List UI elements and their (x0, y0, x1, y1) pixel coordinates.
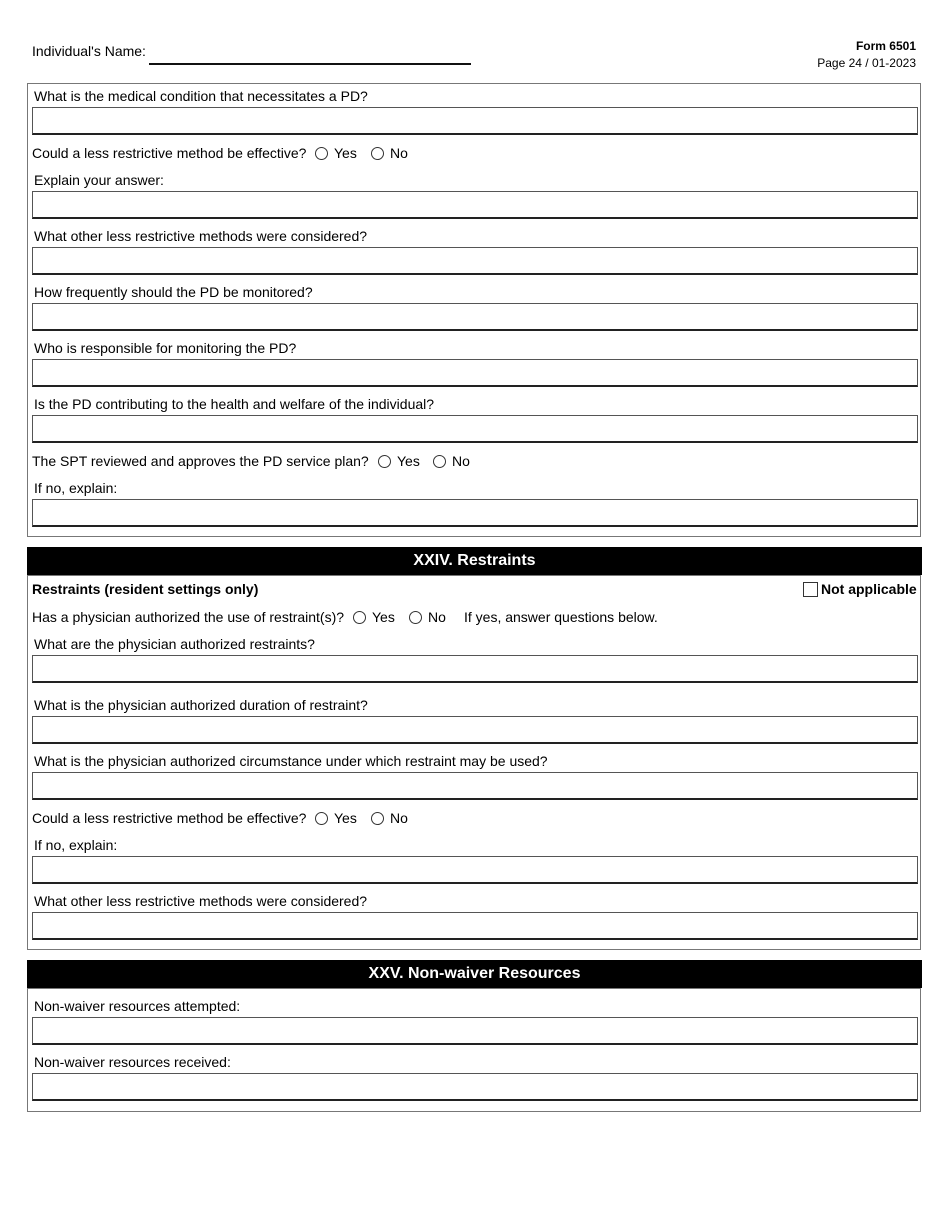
nonwaiver-received-label: Non-waiver resources received: (34, 1054, 231, 1070)
nonwaiver-received-field[interactable] (32, 1073, 918, 1101)
spt-if-no-field[interactable] (32, 499, 918, 527)
less-restrictive-no-label: No (390, 145, 408, 161)
restraints-section-title: XXIV. Restraints (27, 547, 922, 575)
less-restrictive-question: Could a less restrictive method be effective? (32, 145, 307, 161)
restraints-less-restrictive-no-label: No (390, 810, 408, 826)
restraint-circumstance-question: What is the physician authorized circumstance under which restraint may be used? (34, 753, 548, 769)
other-methods-question: What other less restrictive methods were considered? (34, 228, 368, 244)
nonwaiver-attempted-field[interactable] (32, 1017, 918, 1045)
restraints-less-restrictive-yes-label: Yes (334, 810, 357, 826)
spt-approves-yes-label: Yes (397, 453, 420, 469)
spt-approves-no-radio[interactable] (433, 455, 446, 468)
less-restrictive-no-radio[interactable] (371, 147, 384, 160)
not-applicable-checkbox[interactable] (803, 582, 818, 597)
individual-name-label: Individual's Name: (32, 43, 146, 59)
individual-name-field[interactable] (149, 63, 471, 65)
medical-condition-field[interactable] (32, 107, 918, 135)
medical-condition-question: What is the medical condition that necessitates a PD? (34, 88, 368, 104)
monitor-frequency-field[interactable] (32, 303, 918, 331)
physician-authorized-yes-radio[interactable] (353, 611, 366, 624)
less-restrictive-yes-label: Yes (334, 145, 357, 161)
monitor-frequency-question: How frequently should the PD be monitored? (34, 284, 313, 300)
physician-authorized-no-radio[interactable] (409, 611, 422, 624)
monitor-responsible-field[interactable] (32, 359, 918, 387)
nonwaiver-section-title: XXV. Non-waiver Resources (27, 960, 922, 988)
physician-authorized-yes-label: Yes (372, 609, 395, 625)
which-restraints-question: What are the physician authorized restraints? (34, 636, 315, 652)
spt-if-no-label: If no, explain: (34, 480, 118, 496)
nonwaiver-attempted-label: Non-waiver resources attempted: (34, 998, 241, 1014)
explain-answer-field[interactable] (32, 191, 918, 219)
restraint-duration-question: What is the physician authorized duration of restraint? (34, 697, 368, 713)
which-restraints-field[interactable] (32, 655, 918, 683)
spt-approves-yes-radio[interactable] (378, 455, 391, 468)
health-welfare-question: Is the PD contributing to the health and welfare of the individual? (34, 396, 435, 412)
form-number: Form 6501 (855, 39, 916, 53)
restraints-other-methods-field[interactable] (32, 912, 918, 940)
restraints-less-restrictive-yes-radio[interactable] (315, 812, 328, 825)
spt-approves-question: The SPT reviewed and approves the PD service plan? (32, 453, 369, 469)
restraints-less-restrictive-question: Could a less restrictive method be effective? (32, 810, 307, 826)
physician-authorized-question: Has a physician authorized the use of restraint(s)? (32, 609, 345, 625)
restraints-if-no-field[interactable] (32, 856, 918, 884)
page-info: Page 24 / 01-2023 (817, 56, 916, 70)
not-applicable-label: Not applicable (821, 581, 917, 597)
if-yes-note: If yes, answer questions below. (464, 609, 658, 625)
physician-authorized-no-label: No (428, 609, 446, 625)
explain-answer-label: Explain your answer: (34, 172, 164, 188)
monitor-responsible-question: Who is responsible for monitoring the PD? (34, 340, 297, 356)
restraints-if-no-label: If no, explain: (34, 837, 118, 853)
less-restrictive-yes-radio[interactable] (315, 147, 328, 160)
health-welfare-field[interactable] (32, 415, 918, 443)
restraints-subtitle: Restraints (resident settings only) (32, 581, 259, 597)
restraints-other-methods-question: What other less restrictive methods were considered? (34, 893, 368, 909)
restraint-duration-field[interactable] (32, 716, 918, 744)
restraints-less-restrictive-no-radio[interactable] (371, 812, 384, 825)
restraint-circumstance-field[interactable] (32, 772, 918, 800)
spt-approves-no-label: No (452, 453, 470, 469)
other-methods-field[interactable] (32, 247, 918, 275)
